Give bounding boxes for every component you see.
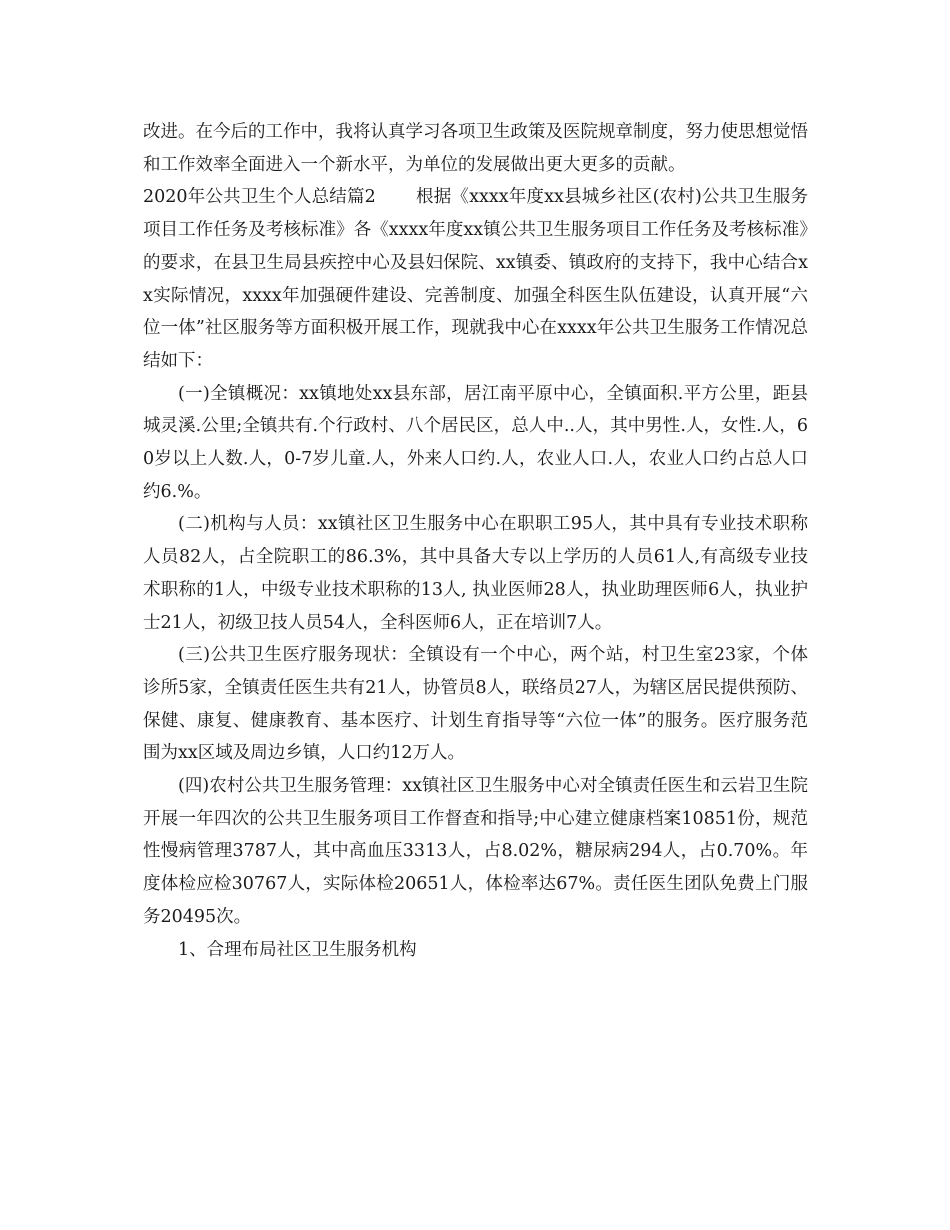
section-title: 2020年公共卫生个人总结篇2 <box>143 187 376 208</box>
paragraph-subheading: 1、合理布局社区卫生服务机构 <box>178 939 417 960</box>
paragraph-summary-intro <box>143 181 808 377</box>
paragraph-staff: (二)机构与人员：xx镇社区卫生服务中心在职职工95人，其中具有专业技术职称人员82人，占全院职工的86.3%，其中具备大专以上学历的人员61人,有高级专业技术职称的1人，中级专业技术职称的13人, 执业医师28人，执业助理医师6人，执业护士21人，初级卫技人员54人，全科医师6人，正在培训7人。 <box>143 514 808 633</box>
paragraph-continuation: 改进。在今后的工作中，我将认真学习各项卫生政策及医院规章制度，努力使思想觉悟和工作效率全面进入一个新水平，为单位的发展做出更大更多的贡献。 <box>143 122 808 175</box>
paragraph-rural-management: (四)农村公共卫生服务管理：xx镇社区卫生服务中心对全镇责任医生和云岩卫生院开展一年四次的公共卫生服务项目工作督查和指导;中心建立健康档案10851份，规范性慢病管理3787人，其中高血压3313人，占8.02%，糖尿病294人，占0.70%。年度体检应检30767人，实际体检20651人，体检率达67%。责任医生团队免费上门服务20495次。 <box>143 776 808 927</box>
section-intro-text: 根据《xxxx年度xx县城乡社区(农村)公共卫生服务项目工作任务及考核标准》各《xxxx年度xx镇公共卫生服务项目工作任务及考核标准》的要求，在县卫生局县疾控中心及县妇保院、xx镇委、镇政府的支持下，我中心结合xx实际情况，xxxx年加强硬件建设、完善制度、加强全科医生队伍建设，认真开展“六位一体”社区服务等方面积极开展工作，现就我中心在xxxx年公共卫生服务工作情况总结如下： <box>143 187 808 371</box>
paragraph-service-status: (三)公共卫生医疗服务现状：全镇设有一个中心，两个站，村卫生室23家，个体诊所5家，全镇责任医生共有21人，协管员8人，联络员27人，为辖区居民提供预防、保健、康复、健康教育、基本医疗、计划生育指导等“六位一体”的服务。医疗服务范围为xx区域及周边乡镇，人口约12万人。 <box>143 645 808 764</box>
paragraph-town-overview: (一)全镇概况：xx镇地处xx县东部，居江南平原中心，全镇面积.平方公里，距县城灵溪.公里;全镇共有.个行政村、八个居民区，总人中..人，其中男性.人，女性.人，60岁以上人数.人，0-7岁儿童.人，外来人口约.人，农业人口.人，农业人口约占总人口约6.%。 <box>143 383 808 502</box>
document-body <box>143 116 808 966</box>
